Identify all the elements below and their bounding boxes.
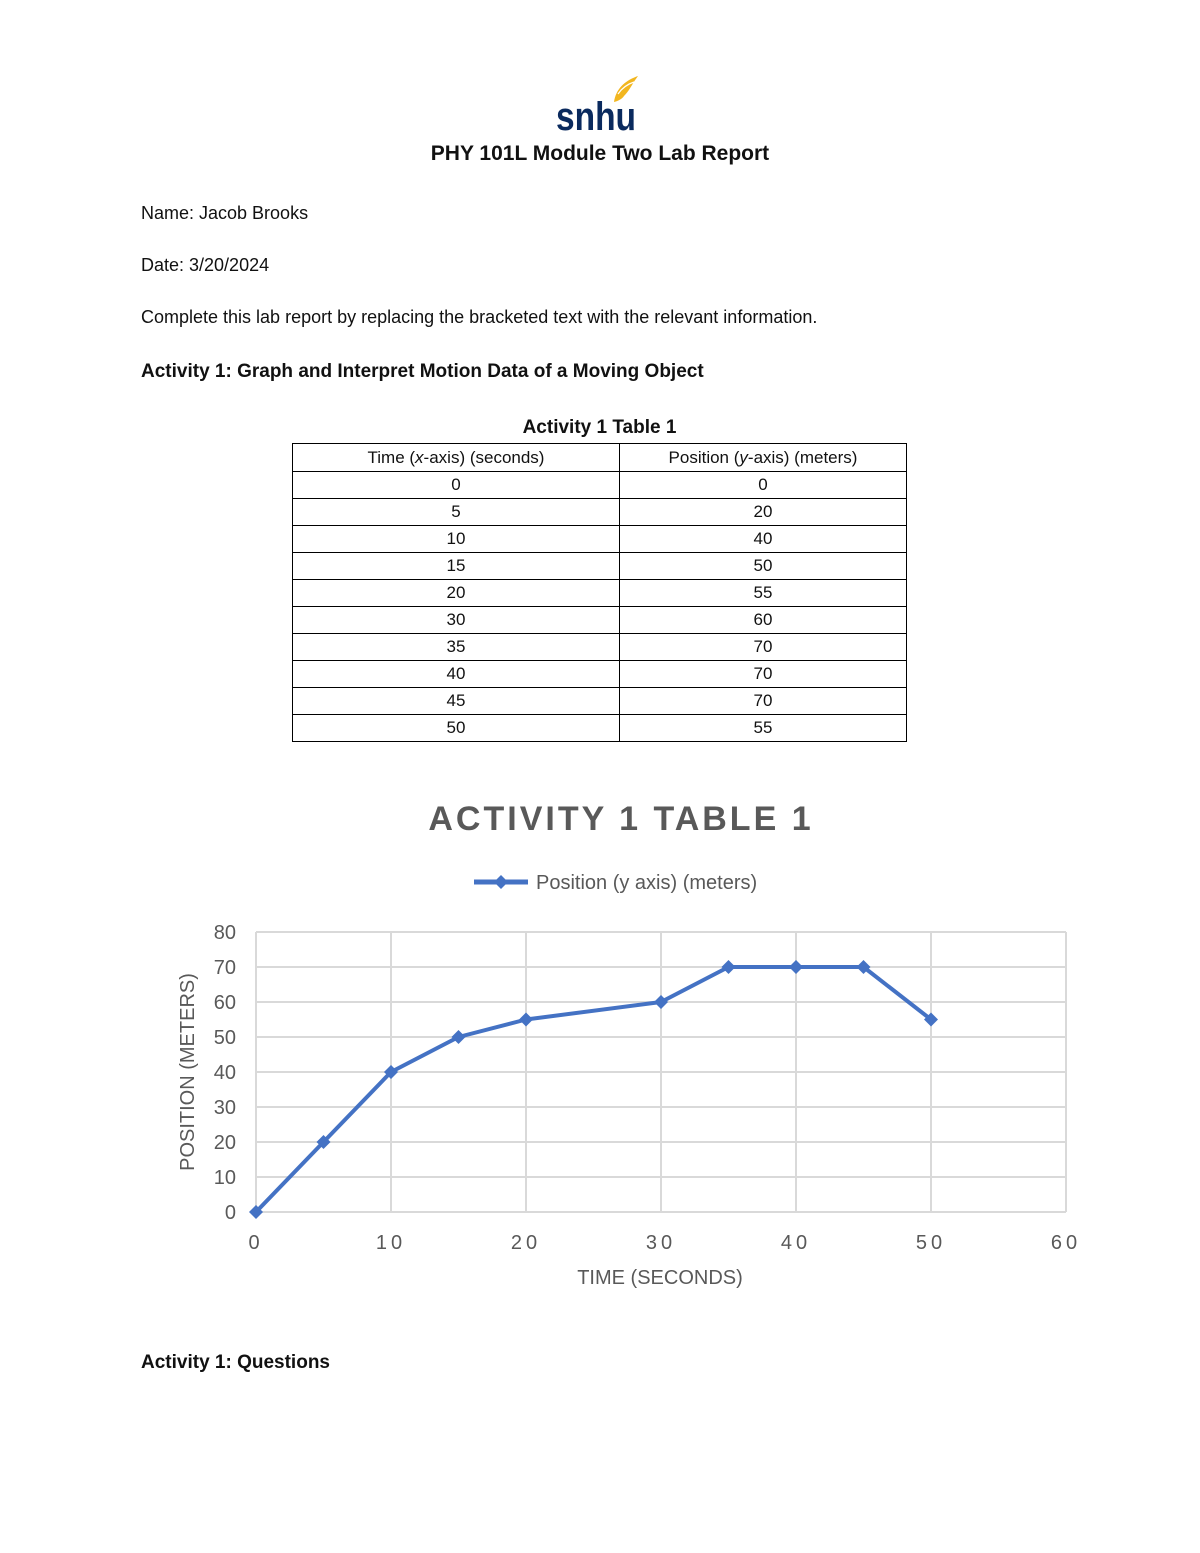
- data-point-marker: [789, 960, 803, 974]
- y-tick-label: 40: [213, 1062, 236, 1084]
- time-cell: 10: [293, 526, 620, 553]
- table-row: [293, 499, 907, 526]
- table-row: [293, 472, 907, 499]
- x-tick-labels: [248, 1232, 1081, 1254]
- position-cell: 55: [620, 580, 907, 607]
- logo-text: snhu: [556, 95, 636, 134]
- y-axis-label: POSITION (METERS): [177, 973, 199, 1171]
- y-tick-label: 30: [213, 1097, 236, 1119]
- date-line: Date: 3/20/2024: [141, 255, 270, 275]
- y-tick-label: 70: [213, 957, 236, 979]
- position-cell: 55: [620, 715, 907, 742]
- data-point-marker: [722, 960, 736, 974]
- table-caption: Activity 1 Table 1: [522, 417, 677, 438]
- y-tick-label: 10: [213, 1167, 236, 1189]
- table-header-row: [293, 444, 907, 472]
- x-tick-label: 50: [915, 1232, 947, 1254]
- activity-heading: Activity 1: Graph and Interpret Motion Data of a Moving Object: [141, 361, 704, 382]
- y-tick-label: 60: [213, 992, 236, 1014]
- header-time: Time (x-axis) (seconds): [293, 444, 620, 472]
- series-markers: [249, 960, 938, 1219]
- legend-marker: [494, 875, 508, 889]
- x-tick-label: 20: [510, 1232, 542, 1254]
- position-cell: 60: [620, 607, 907, 634]
- legend-label: Position (y axis) (meters): [536, 872, 758, 894]
- time-cell: 0: [293, 472, 620, 499]
- document-title: PHY 101L Module Two Lab Report: [430, 142, 770, 165]
- name-line: Name: Jacob Brooks: [141, 203, 309, 223]
- time-cell: 30: [293, 607, 620, 634]
- x-tick-label: 40: [780, 1232, 812, 1254]
- position-time-chart: [0, 780, 1200, 1310]
- x-axis-label: TIME (SECONDS): [577, 1267, 743, 1289]
- header-position: Position (y-axis) (meters): [620, 444, 907, 472]
- position-cell: 70: [620, 634, 907, 661]
- y-tick-labels: [214, 922, 236, 1224]
- table-row: [293, 553, 907, 580]
- time-cell: 20: [293, 580, 620, 607]
- time-cell: 35: [293, 634, 620, 661]
- table-row: [293, 634, 907, 661]
- instructions-text: Complete this lab report by replacing the bracketed text with the relevant information.: [141, 307, 818, 327]
- questions-heading: Activity 1: Questions: [141, 1352, 330, 1373]
- data-table: [292, 443, 907, 742]
- chart-title: ACTIVITY 1 TABLE 1: [428, 800, 814, 838]
- y-tick-label: 80: [213, 922, 236, 944]
- table-row: [293, 661, 907, 688]
- position-cell: 20: [620, 499, 907, 526]
- position-cell: 0: [620, 472, 907, 499]
- table-row: [293, 580, 907, 607]
- time-cell: 5: [293, 499, 620, 526]
- data-point-marker: [519, 1013, 533, 1027]
- table-row: [293, 607, 907, 634]
- data-point-marker: [654, 995, 668, 1009]
- position-cell: 40: [620, 526, 907, 553]
- y-tick-label: 50: [213, 1027, 236, 1049]
- table-row: [293, 715, 907, 742]
- table-row: [293, 688, 907, 715]
- position-cell: 70: [620, 688, 907, 715]
- x-tick-label: 60: [1050, 1232, 1082, 1254]
- table-row: [293, 526, 907, 553]
- snhu-logo: [552, 74, 648, 134]
- x-tick-label: 0: [248, 1232, 264, 1254]
- series-line: [256, 967, 931, 1212]
- time-cell: 15: [293, 553, 620, 580]
- time-cell: 45: [293, 688, 620, 715]
- y-tick-label: 20: [213, 1132, 236, 1154]
- y-tick-label: 0: [224, 1202, 236, 1224]
- time-cell: 50: [293, 715, 620, 742]
- chart-legend: [474, 872, 757, 894]
- x-tick-label: 30: [645, 1232, 677, 1254]
- chart-grid: [256, 932, 1066, 1212]
- data-point-marker: [452, 1030, 466, 1044]
- position-cell: 70: [620, 661, 907, 688]
- position-cell: 50: [620, 553, 907, 580]
- x-tick-label: 10: [375, 1232, 407, 1254]
- time-cell: 40: [293, 661, 620, 688]
